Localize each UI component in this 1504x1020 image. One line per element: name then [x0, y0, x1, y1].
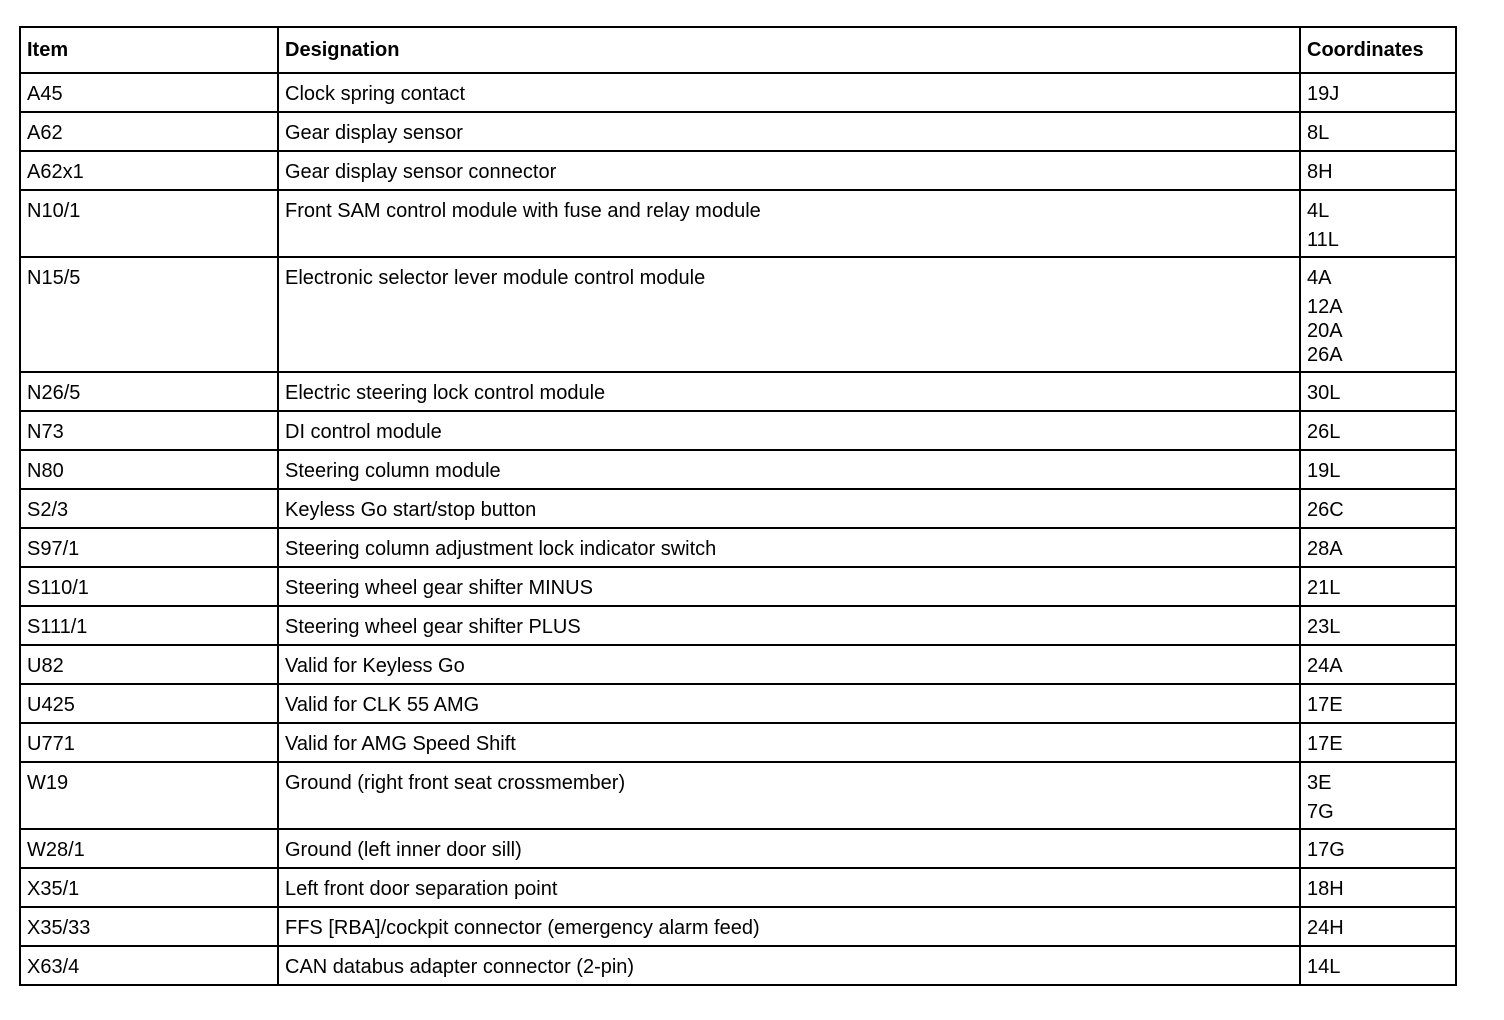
table-row [20, 829, 1456, 868]
table-row [20, 762, 1456, 829]
item-cell: A45 [20, 73, 278, 112]
coordinate-value: 17E [1307, 694, 1343, 716]
designation-cell: Ground (right front seat crossmember) [278, 762, 1300, 829]
table-row [20, 606, 1456, 645]
designation-cell: Keyless Go start/stop button [278, 489, 1300, 528]
designation-cell: Gear display sensor [278, 112, 1300, 151]
coordinate-value: 8H [1307, 161, 1333, 183]
coordinate-value: 20A [1307, 320, 1343, 342]
table-row [20, 372, 1456, 411]
coordinates-cell [1300, 567, 1456, 606]
table-row [20, 645, 1456, 684]
item-cell: S110/1 [20, 567, 278, 606]
designation-cell: Clock spring contact [278, 73, 1300, 112]
coordinate-value: 4A [1307, 267, 1332, 289]
coordinate-value: 26L [1307, 421, 1341, 443]
table-row [20, 73, 1456, 112]
coordinates-cell [1300, 112, 1456, 151]
coordinates-column-header: Coordinates [1300, 27, 1456, 73]
table-body [20, 73, 1456, 985]
coordinate-value: 3E [1307, 772, 1332, 794]
coordinates-cell [1300, 190, 1456, 257]
item-cell: X35/33 [20, 907, 278, 946]
item-cell: N73 [20, 411, 278, 450]
item-cell: N80 [20, 450, 278, 489]
item-cell: X63/4 [20, 946, 278, 985]
designation-cell: DI control module [278, 411, 1300, 450]
table-row [20, 190, 1456, 257]
coordinate-value: 30L [1307, 382, 1341, 404]
item-cell: W19 [20, 762, 278, 829]
table-row [20, 868, 1456, 907]
designation-cell: Valid for AMG Speed Shift [278, 723, 1300, 762]
table-row [20, 450, 1456, 489]
designation-cell: Steering column adjustment lock indicator switch [278, 528, 1300, 567]
coordinates-cell [1300, 411, 1456, 450]
coordinate-value: 4L [1307, 200, 1330, 222]
designation-cell: Gear display sensor connector [278, 151, 1300, 190]
coordinates-cell [1300, 606, 1456, 645]
item-cell: U82 [20, 645, 278, 684]
item-cell: S111/1 [20, 606, 278, 645]
item-cell: U425 [20, 684, 278, 723]
coordinate-value: 26A [1307, 344, 1343, 366]
designation-column-header: Designation [278, 27, 1300, 73]
coordinates-cell [1300, 946, 1456, 985]
coordinate-value: 12A [1307, 296, 1343, 318]
item-cell: A62x1 [20, 151, 278, 190]
table-row [20, 567, 1456, 606]
coordinates-cell [1300, 151, 1456, 190]
coordinate-value: 23L [1307, 616, 1341, 638]
coordinate-value: 14L [1307, 956, 1341, 978]
designation-cell: Steering wheel gear shifter PLUS [278, 606, 1300, 645]
designation-cell: FFS [RBA]/cockpit connector (emergency alarm feed) [278, 907, 1300, 946]
coordinates-cell [1300, 489, 1456, 528]
item-cell: U771 [20, 723, 278, 762]
designation-cell: Electric steering lock control module [278, 372, 1300, 411]
coordinate-value: 11L [1307, 229, 1339, 251]
designation-cell: Electronic selector lever module control module [278, 257, 1300, 372]
coordinates-cell [1300, 450, 1456, 489]
designation-cell: Valid for CLK 55 AMG [278, 684, 1300, 723]
table-row [20, 151, 1456, 190]
item-cell: W28/1 [20, 829, 278, 868]
coordinate-value: 17E [1307, 733, 1343, 755]
coordinates-cell [1300, 372, 1456, 411]
designation-cell: CAN databus adapter connector (2-pin) [278, 946, 1300, 985]
designation-cell: Left front door separation point [278, 868, 1300, 907]
coordinate-value: 21L [1307, 577, 1341, 599]
coordinate-value: 19J [1307, 83, 1340, 105]
table-row [20, 723, 1456, 762]
designation-cell: Ground (left inner door sill) [278, 829, 1300, 868]
table-row [20, 907, 1456, 946]
table-row [20, 489, 1456, 528]
item-cell: N10/1 [20, 190, 278, 257]
table-row [20, 684, 1456, 723]
item-cell: X35/1 [20, 868, 278, 907]
header-row [20, 27, 1456, 73]
coordinates-cell [1300, 907, 1456, 946]
designation-cell: Front SAM control module with fuse and relay module [278, 190, 1300, 257]
coordinate-value: 26C [1307, 499, 1344, 521]
table-row [20, 411, 1456, 450]
coordinate-value: 28A [1307, 538, 1343, 560]
component-table [19, 26, 1457, 986]
table-row [20, 112, 1456, 151]
designation-cell: Steering wheel gear shifter MINUS [278, 567, 1300, 606]
item-cell: N15/5 [20, 257, 278, 372]
coordinates-cell [1300, 257, 1456, 372]
coordinate-value: 7G [1307, 801, 1334, 823]
coordinates-cell [1300, 829, 1456, 868]
coordinate-value: 8L [1307, 122, 1330, 144]
item-cell: A62 [20, 112, 278, 151]
coordinate-value: 18H [1307, 878, 1344, 900]
designation-cell: Valid for Keyless Go [278, 645, 1300, 684]
table-row [20, 528, 1456, 567]
item-cell: N26/5 [20, 372, 278, 411]
coordinate-value: 17G [1307, 839, 1345, 861]
designation-cell: Steering column module [278, 450, 1300, 489]
coordinates-cell [1300, 73, 1456, 112]
coordinates-cell [1300, 645, 1456, 684]
item-cell: S97/1 [20, 528, 278, 567]
coordinates-cell [1300, 868, 1456, 907]
item-cell: S2/3 [20, 489, 278, 528]
coordinates-cell [1300, 684, 1456, 723]
table-row [20, 946, 1456, 985]
coordinate-value: 24H [1307, 917, 1344, 939]
coordinate-value: 19L [1307, 460, 1341, 482]
coordinates-cell [1300, 528, 1456, 567]
coordinates-cell [1300, 762, 1456, 829]
table-row [20, 257, 1456, 372]
item-column-header: Item [20, 27, 278, 73]
coordinates-cell [1300, 723, 1456, 762]
coordinate-value: 24A [1307, 655, 1343, 677]
